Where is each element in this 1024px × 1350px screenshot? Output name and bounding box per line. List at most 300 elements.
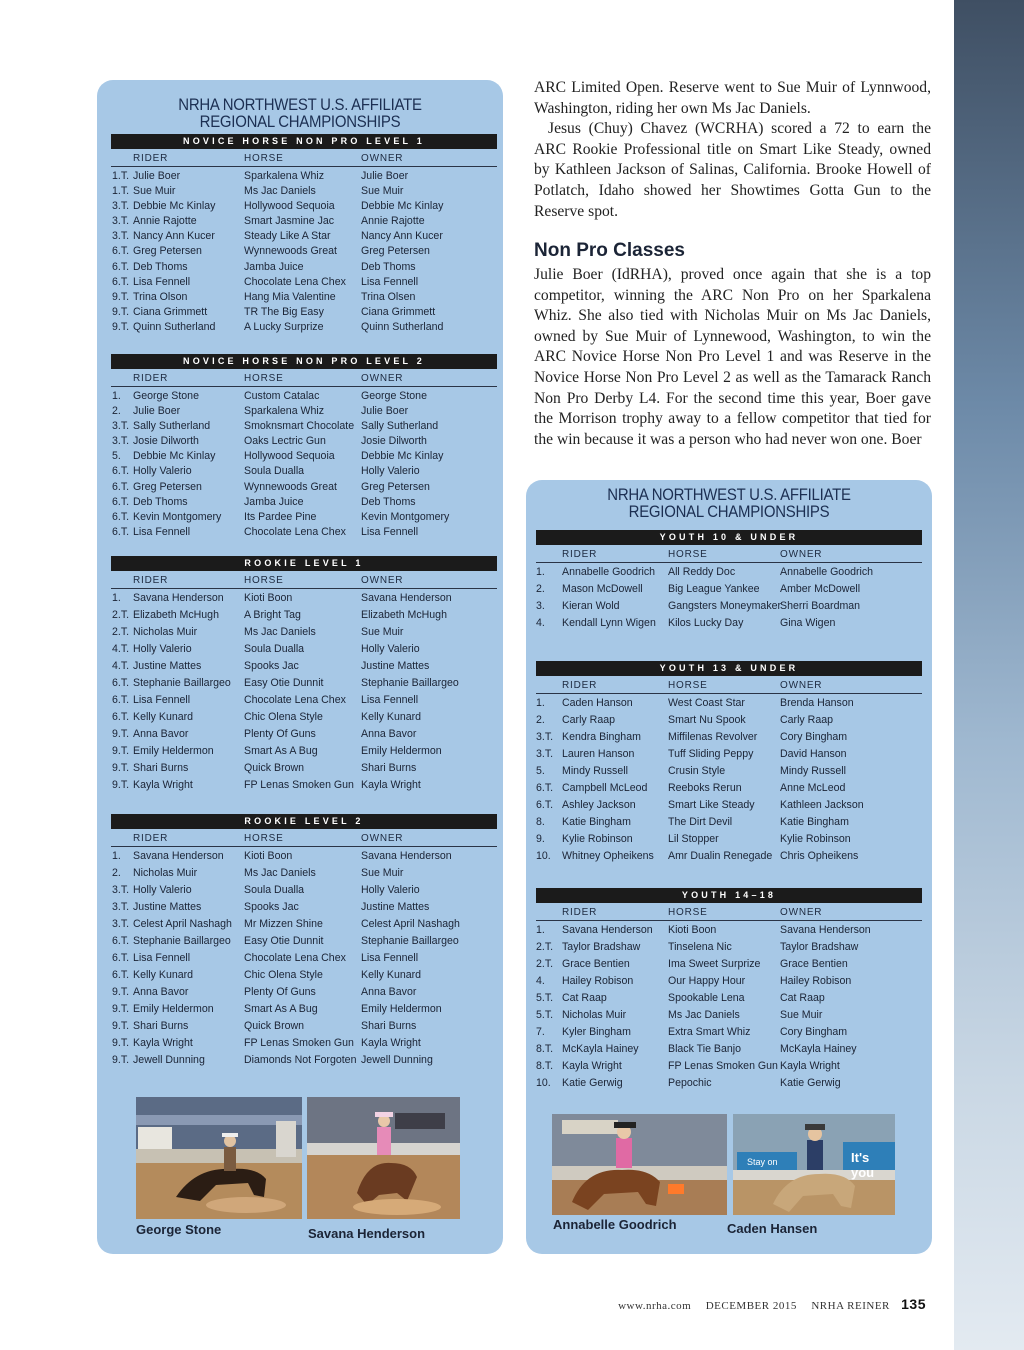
table-row <box>111 496 497 511</box>
rider-name: Sally Sutherland <box>133 420 211 433</box>
rider-name: Caden Hanson <box>562 697 633 709</box>
horse-name: Crusin Style <box>668 765 726 777</box>
horse-name: Spooks Jac <box>244 660 299 672</box>
rider-name: Stephanie Baillargeo <box>133 935 231 947</box>
horse-name: Wynnewoods Great <box>244 480 337 493</box>
horse-name: Kilos Lucky Day <box>668 617 744 629</box>
placing: 1. <box>112 850 121 862</box>
horse-name: The Dirt Devil <box>668 816 733 828</box>
placing: 9.T. <box>112 762 130 774</box>
column-headers <box>111 829 497 847</box>
placing: 9.T. <box>112 779 130 791</box>
column-header-owner: OWNER <box>361 373 404 384</box>
horse-name: Smart Like Steady <box>668 799 755 811</box>
table-row <box>111 867 497 884</box>
table-row <box>536 816 922 833</box>
owner-name: Jewell Dunning <box>361 1054 433 1066</box>
column-header-horse: HORSE <box>244 575 284 586</box>
table-row <box>111 935 497 952</box>
rider-name: Holly Valerio <box>133 884 192 896</box>
photo-sign-text: Stay on <box>747 1157 778 1167</box>
placing: 6.T. <box>112 480 130 493</box>
placing: 4.T. <box>112 643 130 655</box>
owner-name: Stephanie Baillargeo <box>361 935 459 947</box>
owner-name: Trina Olsen <box>361 290 416 303</box>
table-row <box>536 975 922 992</box>
horse-name: Custom Catalac <box>244 390 320 402</box>
caption-annabelle-goodrich: Annabelle Goodrich <box>553 1217 677 1232</box>
horse-name: Smart As A Bug <box>244 745 318 757</box>
horse-name: Smart Jasmine Jac <box>244 215 335 228</box>
horse-name: Extra Smart Whiz <box>668 1026 751 1038</box>
table-row <box>536 799 922 816</box>
placing: 1.T. <box>112 185 130 198</box>
placing: 6.T. <box>112 525 130 538</box>
page-footer <box>618 1296 926 1312</box>
results-section <box>111 354 497 541</box>
placing: 6.T. <box>112 694 130 706</box>
table-row <box>536 617 922 634</box>
column-header-horse: HORSE <box>668 680 708 691</box>
horse-name: Kioti Boon <box>668 924 717 936</box>
horse-name: All Reddy Doc <box>668 566 736 578</box>
column-header-rider: RIDER <box>133 833 169 844</box>
rider-name: Taylor Bradshaw <box>562 941 641 953</box>
rider-name: Deb Thoms <box>133 495 188 508</box>
horse-name: Easy Otie Dunnit <box>244 677 324 689</box>
table-row <box>111 390 497 405</box>
horse-name: Ima Sweet Surprize <box>668 958 761 970</box>
placing: 9. <box>536 833 545 845</box>
results-section <box>111 134 497 336</box>
owner-name: Nancy Ann Kucer <box>361 230 443 243</box>
table-row <box>111 261 497 276</box>
table-row <box>111 321 497 336</box>
table-row <box>111 918 497 935</box>
rider-name: Nicholas Muir <box>133 626 198 638</box>
horse-name: Smart Nu Spook <box>668 714 746 726</box>
rider-name: George Stone <box>133 390 199 402</box>
article-paragraph: ARC Limited Open. Reserve went to Sue Muir of Lynnwood, Washington, riding her own Ms Jac Daniels. <box>534 79 931 117</box>
placing: 9.T. <box>112 1054 130 1066</box>
table-row <box>536 958 922 975</box>
placing: 4. <box>536 975 545 987</box>
table-row <box>111 677 497 694</box>
rider-name: Nancy Ann Kucer <box>133 230 215 243</box>
section-heading: YOUTH 13 & UNDER <box>536 661 922 676</box>
owner-name: Savana Henderson <box>361 592 452 604</box>
rider-name: Kieran Wold <box>562 600 620 612</box>
owner-name: Sherri Boardman <box>780 600 861 612</box>
owner-name: Hailey Robison <box>780 975 852 987</box>
column-header-owner: OWNER <box>780 549 823 560</box>
horse-name: Kioti Boon <box>244 592 293 604</box>
table-row <box>536 782 922 799</box>
owner-name: Deb Thoms <box>361 260 416 273</box>
horse-name: A Lucky Surprize <box>244 320 324 333</box>
table-row <box>536 941 922 958</box>
rider-name: Lisa Fennell <box>133 275 191 288</box>
rider-name: Lauren Hanson <box>562 748 635 760</box>
column-headers <box>111 369 497 387</box>
table-row <box>536 1026 922 1043</box>
horse-name: Spookable Lena <box>668 992 745 1004</box>
table-row <box>111 481 497 496</box>
rider-name: Holly Valerio <box>133 465 192 478</box>
horse-name: West Coast Star <box>668 697 745 709</box>
rider-name: Justine Mattes <box>133 901 202 913</box>
table-row <box>536 600 922 617</box>
horse-name: Pepochic <box>668 1077 712 1089</box>
horse-name: Quick Brown <box>244 1020 305 1032</box>
placing: 2.T. <box>112 609 130 621</box>
table-row <box>111 450 497 465</box>
table-row <box>111 728 497 745</box>
owner-name: Brenda Hanson <box>780 697 854 709</box>
owner-name: Julie Boer <box>361 170 409 182</box>
article-top-text <box>534 78 931 222</box>
placing: 9.T. <box>112 1003 130 1015</box>
placing: 3.T. <box>536 731 554 743</box>
horse-name: Steady Like A Star <box>244 230 331 243</box>
table-row <box>536 697 922 714</box>
horse-name: Lil Stopper <box>668 833 719 845</box>
rider-name: Ashley Jackson <box>562 799 636 811</box>
rider-name: Kevin Montgomery <box>133 510 222 523</box>
column-header-owner: OWNER <box>780 907 823 918</box>
owner-name: Sue Muir <box>361 626 404 638</box>
owner-name: Gina Wigen <box>780 617 836 629</box>
horse-name: Spooks Jac <box>244 901 299 913</box>
rider-name: Debbie Mc Kinlay <box>133 200 216 213</box>
owner-name: Cory Bingham <box>780 1026 848 1038</box>
placing: 3.T. <box>112 918 130 930</box>
column-header-owner: OWNER <box>780 680 823 691</box>
table-row <box>111 230 497 245</box>
rider-name: Julie Boer <box>133 405 181 418</box>
horse-name: Chic Olena Style <box>244 711 323 723</box>
horse-name: Plenty Of Guns <box>244 986 316 998</box>
placing: 6.T. <box>112 969 130 981</box>
rider-name: Annie Rajotte <box>133 215 197 228</box>
table-row <box>536 714 922 731</box>
photo-savana-henderson <box>307 1097 460 1219</box>
horse-name: Tuff Sliding Peppy <box>668 748 754 760</box>
table-row <box>536 566 922 583</box>
rider-name: Sue Muir <box>133 185 176 198</box>
placing: 10. <box>536 1077 551 1089</box>
table-row <box>111 1003 497 1020</box>
footer-magazine: NRHA REINER <box>811 1300 890 1312</box>
rider-name: Katie Bingham <box>562 816 631 828</box>
table-row <box>111 850 497 867</box>
placing: 1.T. <box>112 170 130 182</box>
owner-name: Kelly Kunard <box>361 969 422 981</box>
owner-name: Emily Heldermon <box>361 745 442 757</box>
placing: 8.T. <box>536 1043 554 1055</box>
owner-name: Sue Muir <box>361 867 404 879</box>
owner-name: Kayla Wright <box>361 779 421 791</box>
rider-name: Savana Henderson <box>133 592 224 604</box>
placing: 4.T. <box>112 660 130 672</box>
rider-name: Nicholas Muir <box>133 867 198 879</box>
horse-name: Hang Mia Valentine <box>244 290 336 303</box>
rider-name: Holly Valerio <box>133 643 192 655</box>
section-heading: YOUTH 14–18 <box>536 888 922 903</box>
owner-name: Kayla Wright <box>361 1037 421 1049</box>
placing: 9.T. <box>112 305 130 318</box>
owner-name: Shari Burns <box>361 1020 417 1032</box>
owner-name: Sue Muir <box>780 1009 823 1021</box>
caption-george-stone: George Stone <box>136 1222 222 1237</box>
section-heading: YOUTH 10 & UNDER <box>536 530 922 545</box>
column-headers <box>536 903 922 921</box>
rider-name: Lisa Fennell <box>133 952 191 964</box>
footer-url: www.nrha.com <box>618 1300 692 1312</box>
horse-name: Ms Jac Daniels <box>244 185 316 198</box>
owner-name: Kathleen Jackson <box>780 799 864 811</box>
owner-name: Katie Bingham <box>780 816 849 828</box>
placing: 5.T. <box>536 992 554 1004</box>
placing: 6.T. <box>536 782 554 794</box>
horse-name: Soula Dualla <box>244 465 305 478</box>
table-row <box>111 986 497 1003</box>
placing: 9.T. <box>112 1037 130 1049</box>
page-edge-decoration <box>954 0 1024 1350</box>
placing: 6.T. <box>112 275 130 288</box>
placing: 10. <box>536 850 551 862</box>
table-row <box>536 1060 922 1077</box>
table-row <box>536 833 922 850</box>
table-row <box>111 526 497 541</box>
rider-name: Carly Raap <box>562 714 615 726</box>
owner-name: Josie Dilworth <box>361 435 427 448</box>
owner-name: Chris Opheikens <box>780 850 859 862</box>
placing: 6.T. <box>112 495 130 508</box>
table-row <box>536 992 922 1009</box>
column-header-owner: OWNER <box>361 575 404 586</box>
horse-name: Chocolate Lena Chex <box>244 694 346 706</box>
horse-name: Gangsters Moneymaker <box>668 600 782 612</box>
placing: 6.T. <box>112 465 130 478</box>
placing: 6.T. <box>112 952 130 964</box>
horse-name: Smart As A Bug <box>244 1003 318 1015</box>
rider-name: Justine Mattes <box>133 660 202 672</box>
table-row <box>111 435 497 450</box>
article-nonpro-text <box>534 265 931 451</box>
rider-name: Stephanie Baillargeo <box>133 677 231 689</box>
table-row <box>536 924 922 941</box>
column-header-rider: RIDER <box>562 907 598 918</box>
owner-name: Anna Bavor <box>361 986 417 998</box>
photo-annabelle-goodrich <box>552 1114 727 1215</box>
placing: 6.T. <box>112 677 130 689</box>
placing: 9.T. <box>112 1020 130 1032</box>
placing: 2. <box>536 583 545 595</box>
table-row <box>536 850 922 867</box>
results-section <box>536 530 922 634</box>
owner-name: Shari Burns <box>361 762 417 774</box>
owner-name: Holly Valerio <box>361 884 420 896</box>
panel-title-line1: NRHA NORTHWEST U.S. AFFILIATE <box>607 485 851 504</box>
owner-name: Julie Boer <box>361 405 409 418</box>
table-row <box>111 200 497 215</box>
placing: 1. <box>536 566 545 578</box>
placing: 6.T. <box>112 510 130 523</box>
placing: 3.T. <box>112 215 130 228</box>
placing: 5.T. <box>536 1009 554 1021</box>
horse-name: Soula Dualla <box>244 643 305 655</box>
rider-name: Savana Henderson <box>562 924 653 936</box>
rider-name: Emily Heldermon <box>133 745 214 757</box>
owner-name: Greg Petersen <box>361 480 430 493</box>
owner-name: Mindy Russell <box>780 765 846 777</box>
photo-sign-text: It's you <box>851 1150 875 1180</box>
table-row <box>111 215 497 230</box>
table-row <box>111 511 497 526</box>
placing: 9.T. <box>112 728 130 740</box>
placing: 1. <box>536 924 545 936</box>
horse-name: Jamba Juice <box>244 495 304 508</box>
owner-name: Amber McDowell <box>780 583 861 595</box>
rider-name: Kyler Bingham <box>562 1026 631 1038</box>
rider-name: Julie Boer <box>133 170 181 182</box>
page-number: 135 <box>901 1296 926 1312</box>
column-header-horse: HORSE <box>244 833 284 844</box>
horse-name: Smoknsmart Chocolate <box>244 420 355 433</box>
rider-name: Elizabeth McHugh <box>133 609 219 621</box>
table-row <box>111 609 497 626</box>
rider-name: Grace Bentien <box>562 958 630 970</box>
table-row <box>111 276 497 291</box>
rider-name: Josie Dilworth <box>133 435 199 448</box>
owner-name: Greg Petersen <box>361 245 430 258</box>
table-row <box>111 306 497 321</box>
placing: 6.T. <box>536 799 554 811</box>
owner-name: Sally Sutherland <box>361 420 439 433</box>
horse-name: Big League Yankee <box>668 583 760 595</box>
horse-name: Hollywood Sequoia <box>244 450 335 463</box>
rider-name: Kelly Kunard <box>133 969 194 981</box>
horse-name: Sparkalena Whiz <box>244 405 325 418</box>
horse-name: Our Happy Hour <box>668 975 746 987</box>
owner-name: Holly Valerio <box>361 643 420 655</box>
placing: 5. <box>112 450 121 463</box>
table-row <box>111 405 497 420</box>
placing: 2. <box>112 867 121 879</box>
section-heading: ROOKIE LEVEL 2 <box>111 814 497 829</box>
placing: 1. <box>536 697 545 709</box>
horse-name: Ms Jac Daniels <box>668 1009 740 1021</box>
owner-name: Katie Gerwig <box>780 1077 841 1089</box>
section-heading: ROOKIE LEVEL 1 <box>111 556 497 571</box>
owner-name: David Hanson <box>780 748 847 760</box>
column-header-horse: HORSE <box>244 153 284 164</box>
owner-name: Kylie Robinson <box>780 833 851 845</box>
horse-name: Reeboks Rerun <box>668 782 742 794</box>
rider-name: Kayla Wright <box>133 1037 193 1049</box>
owner-name: Debbie Mc Kinlay <box>361 200 444 213</box>
horse-name: Mr Mizzen Shine <box>244 918 323 930</box>
owner-name: Lisa Fennell <box>361 952 419 964</box>
owner-name: Ciana Grimmett <box>361 305 436 318</box>
horse-name: Chic Olena Style <box>244 969 323 981</box>
column-header-rider: RIDER <box>133 153 169 164</box>
rider-name: Deb Thoms <box>133 260 188 273</box>
table-row <box>111 643 497 660</box>
rider-name: Cat Raap <box>562 992 607 1004</box>
rider-name: Mason McDowell <box>562 583 643 595</box>
table-row <box>111 170 497 185</box>
placing: 3.T. <box>112 884 130 896</box>
column-header-rider: RIDER <box>133 373 169 384</box>
section-heading: NOVICE HORSE NON PRO LEVEL 1 <box>111 134 497 149</box>
table-row <box>111 694 497 711</box>
column-header-owner: OWNER <box>361 153 404 164</box>
owner-name: Cory Bingham <box>780 731 848 743</box>
table-row <box>111 745 497 762</box>
horse-name: Its Pardee Pine <box>244 510 317 523</box>
rider-name: Lisa Fennell <box>133 694 191 706</box>
table-row <box>111 952 497 969</box>
table-row <box>111 465 497 480</box>
rider-name: Katie Gerwig <box>562 1077 623 1089</box>
table-row <box>536 1043 922 1060</box>
horse-name: Soula Dualla <box>244 884 305 896</box>
rider-name: Campbell McLeod <box>562 782 648 794</box>
owner-name: Stephanie Baillargeo <box>361 677 459 689</box>
horse-name: Chocolate Lena Chex <box>244 952 346 964</box>
table-row <box>111 711 497 728</box>
horse-name: Amr Dualin Renegade <box>668 850 773 862</box>
placing: 3.T. <box>112 901 130 913</box>
caption-savana-henderson: Savana Henderson <box>308 1226 426 1241</box>
owner-name: Cat Raap <box>780 992 825 1004</box>
rider-name: Greg Petersen <box>133 245 202 258</box>
placing: 9.T. <box>112 986 130 998</box>
rider-name: Whitney Opheikens <box>562 850 654 862</box>
rider-name: Lisa Fennell <box>133 525 191 538</box>
rider-name: Anna Bavor <box>133 728 189 740</box>
owner-name: Quinn Sutherland <box>361 320 444 333</box>
horse-name: Black Tie Banjo <box>668 1043 742 1055</box>
horse-name: FP Lenas Smoken Gun <box>668 1060 778 1072</box>
rider-name: Emily Heldermon <box>133 1003 214 1015</box>
photo-caden-hansen <box>733 1114 895 1215</box>
placing: 9.T. <box>112 320 130 333</box>
panel-title-line2: REGIONAL CHAMPIONSHIPS <box>199 112 401 131</box>
owner-name: Anna Bavor <box>361 728 417 740</box>
caption-caden-hansen: Caden Hansen <box>727 1221 818 1236</box>
rider-name: Shari Burns <box>133 1020 189 1032</box>
horse-name: Diamonds Not Forgoten <box>244 1054 357 1066</box>
rider-name: Quinn Sutherland <box>133 320 216 333</box>
column-header-horse: HORSE <box>668 907 708 918</box>
horse-name: Chocolate Lena Chex <box>244 275 346 288</box>
column-headers <box>536 676 922 694</box>
article-paragraph: Julie Boer (IdRHA), proved once again that she is a top competitor, winning the ARC Non Pro on her Sparkalena Whiz. She also tied with Nicholas Muir on Ms Jac Daniels, owned by Sue Muir of Lynnewood, Washington, to win the ARC Novice Horse Non Pro Level 1 and was Reserve in the Novice Horse Non Pro Level 2 as well as the Tamarack Ranch Non Pro Derby L4. For the second time this year, Boer gave the Morrison trophy away to a fellow competitor that tied for the win because it was a person who had never won one. Boer <box>534 266 931 448</box>
column-headers <box>111 571 497 589</box>
rider-name: Greg Petersen <box>133 480 202 493</box>
owner-name: Sue Muir <box>361 185 404 198</box>
column-header-horse: HORSE <box>244 373 284 384</box>
table-row <box>111 884 497 901</box>
placing: 2.T. <box>112 626 130 638</box>
table-row <box>111 420 497 435</box>
rider-name: Anna Bavor <box>133 986 189 998</box>
horse-name: Ms Jac Daniels <box>244 867 316 879</box>
rider-name: Jewell Dunning <box>133 1054 205 1066</box>
